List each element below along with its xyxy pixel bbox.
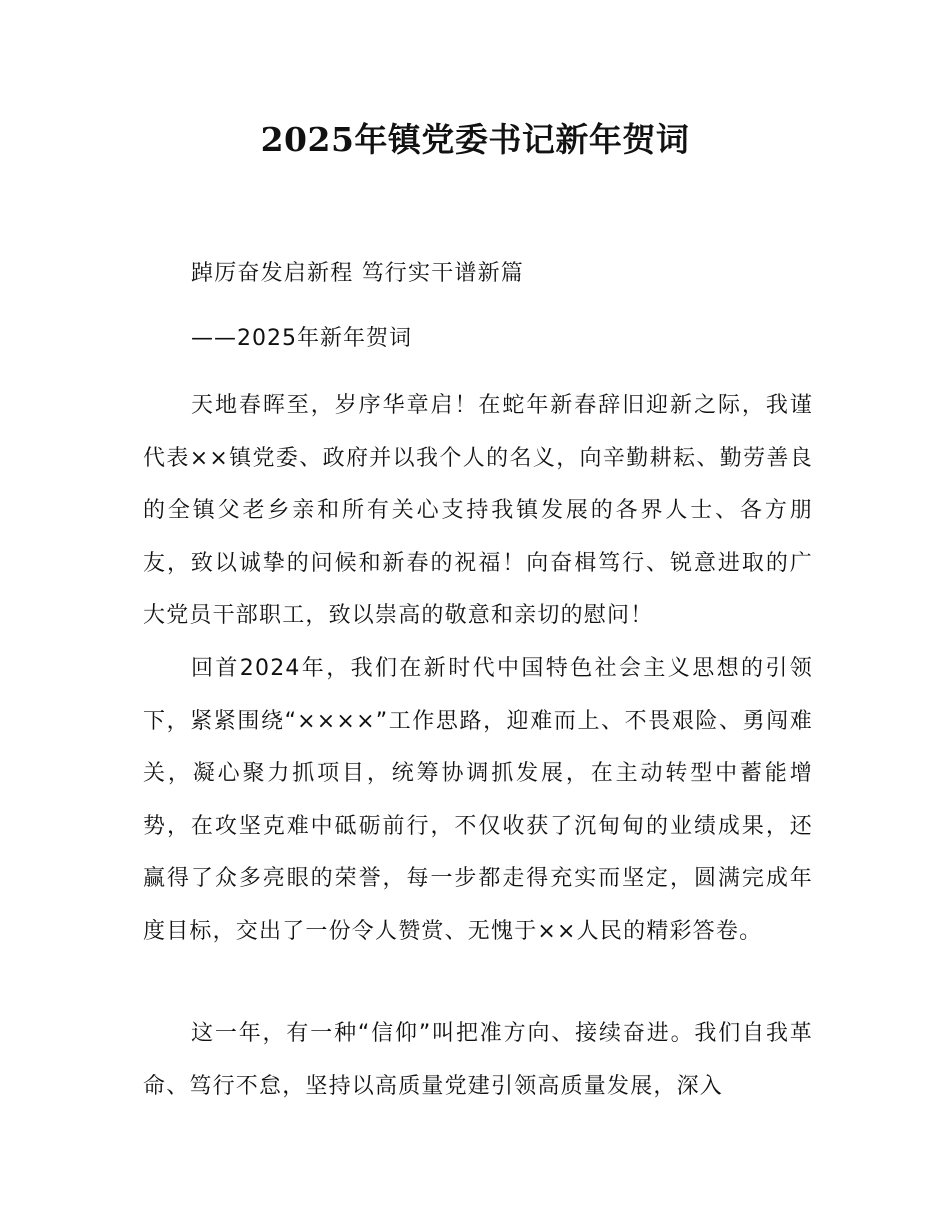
paragraph-2: 回首2024年，我们在新时代中国特色社会主义思想的引领下，紧紧围绕“××××”工作思路，迎难而上、不畏艰险、勇闯难关，凝心聚力抓项目，统筹协调抓发展，在主动转型中蓄能增势，在攻坚克难中砥砺前行，不仅收获了沉甸甸的业绩成果，还赢得了众多亮眼的荣誉，每一步都走得充实而坚定，圆满完成年度目标，交出了一份令人赞赏、无愧于××人民的精彩答卷。 [143,656,813,944]
document-title: 2025年镇党委书记新年贺词 [260,120,690,159]
paragraph-3: 这一年，有一种“信仰”叫把准方向、接续奋进。我们自我革命、笃行不怠，坚持以高质量党建引领高质量发展，深入 [143,1021,813,1099]
document-subtitle-line2: ——2025年新年贺词 [191,326,412,351]
document-subtitle: 踔厉奋发启新程 笃行实干谱新篇 [191,261,524,286]
paragraph-1: 天地春晖至，岁序华章启！在蛇年新春辞旧迎新之际，我谨代表××镇党委、政府并以我个人的名义，向辛勤耕耘、勤劳善良的全镇父老乡亲和所有关心支持我镇发展的各界人士、各方朋友，致以诚挚的问候和新春的祝福！向奋楫笃行、锐意进取的广大党员干部职工，致以崇高的敬意和亲切的慰问！ [143,393,813,628]
